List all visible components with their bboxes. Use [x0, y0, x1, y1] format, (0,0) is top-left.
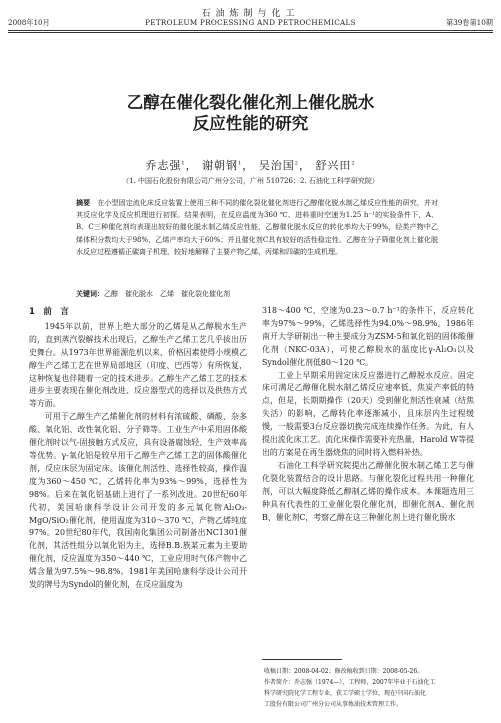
- title-line-2: 反应性能的研究: [192, 114, 309, 133]
- volume-issue: 第39卷第10期: [445, 18, 493, 27]
- body-column-right: [262, 305, 474, 524]
- journal-name-en: PETROLEUM PROCESSING AND PETROCHEMICALS: [145, 18, 356, 27]
- article-title: [0, 92, 501, 134]
- author-name: 吴治国: [258, 159, 295, 172]
- footnote-rule: [262, 659, 342, 660]
- paragraph: 可用于乙醇生产乙烯催化剂的材料有浓硫酸、磷酸、杂多酸、氧化铝、改性氧化铝、分子筛等。工业生产中采用固体酸催化剂时以气-固接触方式反应，具有设备腐蚀轻、生产效率高等优势。γ-氧化铝是较早用于乙醇生产乙烯工艺的固体酸催化剂，反应床层为固定床。该催化剂活性、选择性较高，操作温度为360～450 ℃，乙烯转化率为93%～99%，选择性为98%。后来在氧化铝基础上进行了一系列改进。20世纪60年代初，美国哈康科学设计公司开发的多元氧化物Al₂O₃-MgO/SiO₂催化剂，使用温度为310～370 ℃，产物乙烯纯度97%。20世纪80年代，我国南化集团公司制备出NC1301催化剂，其活性组分以氧化铝为主，选择B.B.族某元素为主要助催化剂，反应温度为350～440 ℃，工业应用时气体产物中乙烯含量为97.5%～98.8%。1981年美国哈康科学设计公司开发的牌号为Syndol的催化剂，在反应温度为: [29, 412, 247, 590]
- body-column-left: [29, 305, 247, 592]
- header-rule-thin: [8, 32, 493, 33]
- keywords-label: 关键词：: [76, 290, 104, 298]
- footnote-bio-line: 工股份有限公司广州分公司从事炼油技术管理工作。: [264, 701, 403, 708]
- author-name: 谢朝钢: [202, 159, 239, 172]
- journal-name-cn: 石油炼制与化工: [201, 9, 300, 19]
- author-mark: 1: [181, 160, 186, 167]
- title-line-1: 乙醇在催化裂化催化剂上催化脱水: [126, 93, 375, 112]
- issue-date: 2008年10月: [8, 18, 50, 27]
- keywords-text: 乙醇 催化脱水 乙烯 催化裂化催化剂: [104, 290, 230, 298]
- footnote-received: 收稿日期：2008-04-02；修改稿收到日期：2008-05-26。: [264, 668, 424, 675]
- footnote-bio-line: 科学研究院化学工程专业，获工学硕士学位，现在中国石油化: [264, 690, 427, 697]
- author-mark: 2: [294, 160, 299, 167]
- keywords: [76, 289, 438, 299]
- affiliation: （1. 中国石化股份有限公司广州分公司，广州 510726；2. 石油化工科学研究院）: [122, 177, 379, 185]
- section-heading: 1 前 言: [29, 307, 69, 317]
- author-mark: 1: [238, 160, 243, 167]
- author-name: 舒兴田: [315, 159, 352, 172]
- paragraph: 318～400 ℃、空速为0.23～0.7 h⁻¹的条件下，反应转化率为97%～99%，乙烯选择性为94.0%～98.9%。1986年南开大学研制出一种主要成分为ZSM-5和氧化铝的固体酸催化剂（NKC-03A），可使乙醇脱水的温度比γ-Al₂O₃以及Syndol催化剂低80～120 ℃。: [262, 306, 474, 367]
- abstract: [76, 197, 438, 258]
- footnote: [264, 666, 476, 710]
- author-list: 乔志强$^1$， 谢朝钢$^1$， 吴治国$^2$， 舒兴田$^2$: [145, 159, 356, 172]
- paragraph: 1945年以前，世界上绝大部分的乙烯是从乙醇脱水生产的，直到蒸汽裂解技术出现后，乙醇生产乙烯工艺几乎拔出历史舞台。从1973年世界能源危机以来，价格因素使得小规模乙醇生产乙烯工艺在世界局部地区（印度、巴西等）有所恢复，这种恢复也伴随着一定的技术进步。乙醇生产乙烯工艺的技术进步主要表现在催化剂改进、反应器型式的选择以及供热方式等方面。: [29, 321, 247, 409]
- paragraph: 石油化工科学研究院提出乙醇催化脱水制乙烯工艺与催化裂化装置结合的设计思路。与催化裂化过程共用一种催化剂，可以大幅度降低乙醇制乙烯的操作成本。本课题选用三种具有代表性的工业催化裂化催化剂，即催化剂A、催化剂B、催化剂C，考察乙醇在这三种催化剂上进行催化脱水: [262, 460, 474, 522]
- author-mark: 2: [351, 160, 356, 167]
- footnote-bio-line: 作者简介：乔志强（1974—），工程师，2007年毕业于石油化工: [264, 679, 436, 686]
- author-name: 乔志强: [145, 159, 182, 172]
- abstract-label: 摘要: [76, 199, 91, 207]
- header-rule-thick: [8, 30, 493, 31]
- abstract-text: 在小型固定流化床反应装置上使用三种不同的催化裂化催化剂进行乙醇催化脱水制乙烯反应性能的研究，并对其反应化学及反应机理进行初探。结果表明，在反应温度为360 ℃、进料重时空速为1.25 h⁻¹的实验条件下，A、B、C三种催化剂均表现出较好的催化脱水制乙烯反应性能，乙醇催化脱水反应的转化率均大于99%，烃类产物中乙烯体积分数均大于98%，乙烯产率均大于60%；并且催化剂C具有较好的活性稳定性。乙醇在分子筛催化剂上催化脱水反应过程遵循正碳离子机理，较好地解释了主要产物乙烯、丙烯和四碳的生成机理。: [76, 199, 439, 256]
- paragraph: 工业上早期采用固定床反应器进行乙醇脱水反应。固定床可满足乙醇催化脱水制乙烯反应速率低、焦炭产率低的特点，但是，长期期操作（20天）受到催化剂活性衰减（结焦失活）的影响，乙醇转化率逐渐减小，且床层内生过程缓慢，一般需要3台反应器切换完成连续操作任务。为此，有人提出流化床工艺。流化床操作需要补充热量，Harold W等提出的方案是在再生器烧焦的同时将入燃料补热。: [262, 370, 474, 457]
